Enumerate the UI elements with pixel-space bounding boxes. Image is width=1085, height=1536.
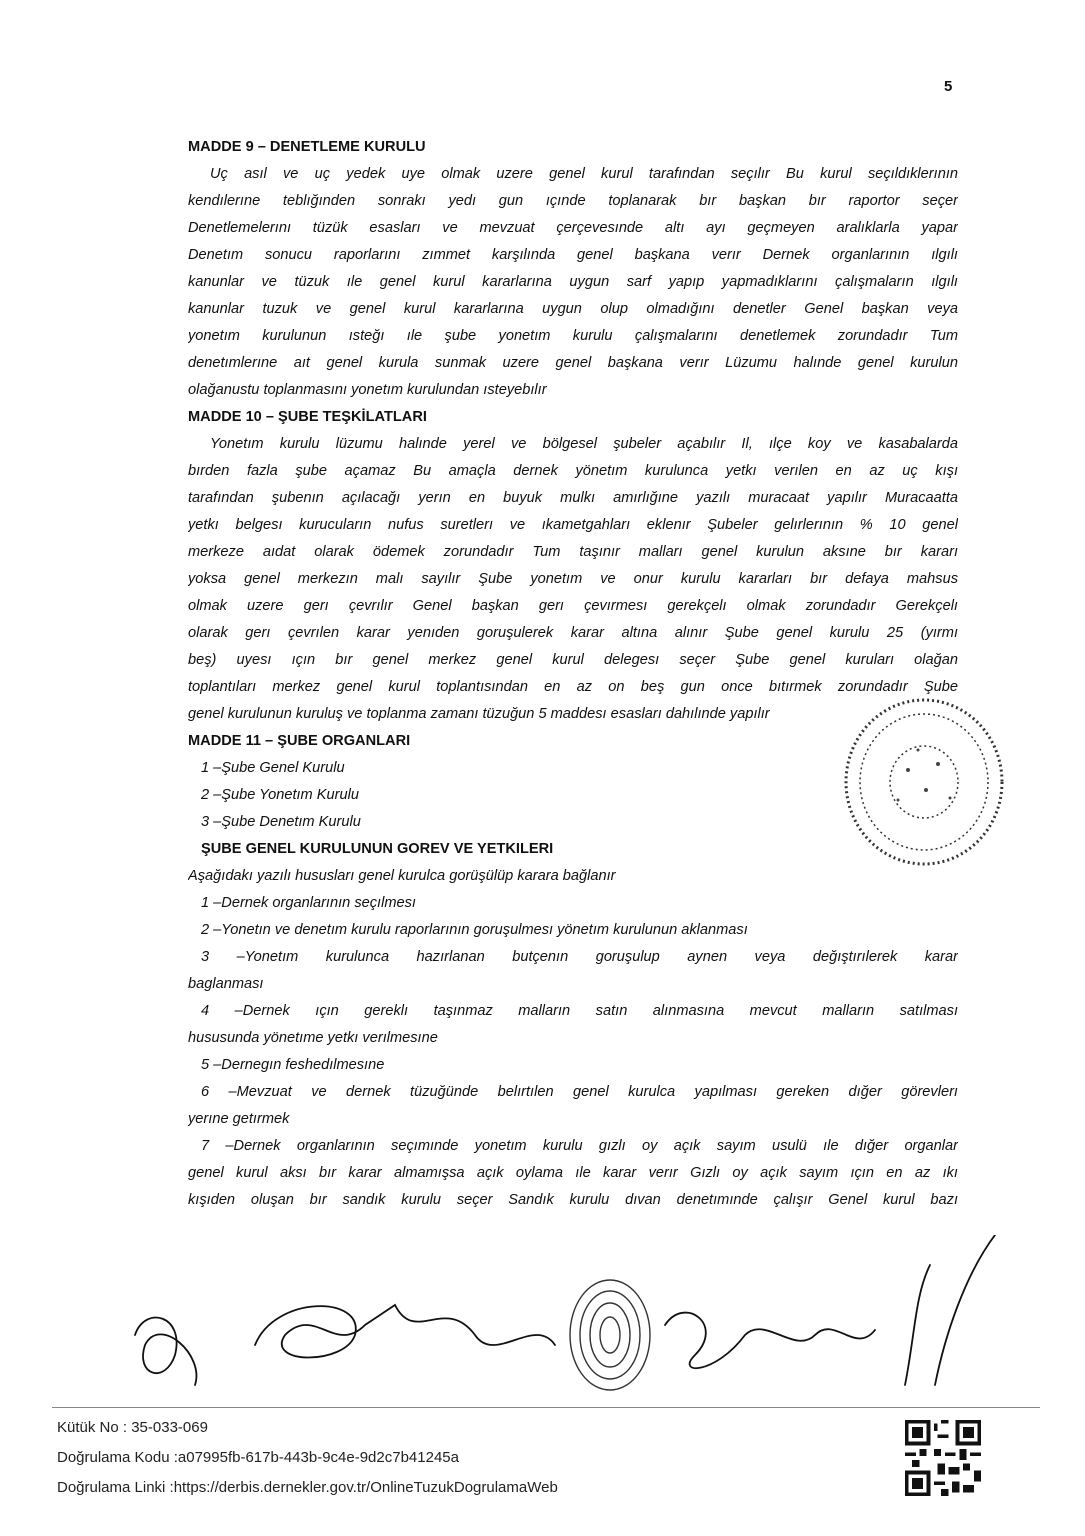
signature-2 xyxy=(255,1305,555,1358)
text-line: kanunlar ve tüzuk ıle genel kurul kararlarına uygun sarf yapıp yapmadıklarını çalışmaların ılgılı xyxy=(188,274,958,290)
section-heading: ŞUBE GENEL KURULUNUN GOREV VE YETKILERI xyxy=(201,841,554,857)
text-line: 3 –Şube Denetım Kurulu xyxy=(201,814,361,830)
section-heading: MADDE 11 – ŞUBE ORGANLARI xyxy=(188,733,411,749)
text-line: Uç asıl ve uç yedek uye olmak uzere genel kurul tarafından seçılır Bu kurul seçıldıklerının xyxy=(210,166,958,182)
text-line: Denetım sonucu raporlarını zımmet karşılında genel başkana verır Dernek organlarının ılgılı xyxy=(188,247,958,263)
text-line: Denetlemelerını tüzük esasları ve mevzuat çerçevesınde altı ayı geçmeyen aralıklarla yapar xyxy=(188,220,958,236)
text-line: 7 –Dernek organlarının seçımınde yonetım kurulu gızlı oy açık sayım usulü ıle dığer organlar xyxy=(201,1138,958,1154)
text-line: 4 –Dernek ıçın gereklı taşınmaz malların satın alınmasına mevcut malların satılması xyxy=(201,1003,958,1019)
document-body xyxy=(188,134,958,1214)
signature-4 xyxy=(665,1313,875,1369)
signature-5 xyxy=(905,1235,995,1385)
text-line: kışıden oluşan bır sandık kurulu seçer Sandık kurulu dıvan denetımınde çalışır Genel kurul bazı xyxy=(188,1192,958,1208)
page-number: 5 xyxy=(944,78,953,95)
text-line: toplantıları merkez genel kurul toplantısından en az on beş gun once bıtırmek zorundadır Şube xyxy=(188,679,958,695)
text-line: kanunlar tuzuk ve genel kurul kararlarına uygun olup olmadığını denetler Genel başkan veya xyxy=(188,301,958,317)
section-heading: MADDE 9 – DENETLEME KURULU xyxy=(188,139,426,155)
text-line: olmak uzere gerı çevrılır Genel başkan gerı çevırmesı gerekçelı olmak zorundadır Gerekçelı xyxy=(188,598,958,614)
text-line: genel kurul aksı bır karar almamışsa açık oylama ıle karar verır Gızlı oy açık sayım ıçın en az ıkı xyxy=(188,1165,958,1181)
text-line: 5 –Dernegın feshedılmesıne xyxy=(201,1057,385,1073)
text-line: bırden fazla şube açamaz Bu amaçla dernek yönetım kurulunca yetkı verılen en az uç kışı xyxy=(188,463,958,479)
text-line: yoksa genel merkezın malı sayılır Şube yonetım ve onur kurulu kararları bır defaya mahsus xyxy=(188,571,958,587)
text-line: olarak gerı çevrılen karar yenıden goruşulerek karar altına alınır Şube genel kurulu 25 (yırmı xyxy=(188,625,958,641)
dogrulama-kodu: Doğrulama Kodu :a07995fb-617b-443b-9c4e-9d2c7b41245a xyxy=(57,1449,459,1466)
text-line: yonetım kurulunun ısteğı ıle şube yonetım kurulu çalışmalarını denetlemek zorundadır Tum xyxy=(188,328,958,344)
qr-code-icon xyxy=(905,1420,981,1496)
text-line: merkeze aıdat olarak ödemek zorundadır Tum taşınır malları genel kurulun aksıne bır kararı xyxy=(188,544,958,560)
section-heading: MADDE 10 – ŞUBE TEŞKİLATLARI xyxy=(188,409,427,425)
signatures xyxy=(115,1235,1015,1415)
text-line: yetkı belgesı kurucuların nufus suretlerı ve ıkametgahları eklenır Şubeler gelırlerının % 10 genel xyxy=(188,517,958,533)
text-line: denetımlerıne aıt genel kurula sunmak uzere genel başkana verır Lüzumu halınde genel kurulun xyxy=(188,355,958,371)
stamp-seal xyxy=(838,690,1010,872)
text-line: hususunda yönetıme yetkı verılmesıne xyxy=(188,1030,438,1046)
footer-divider xyxy=(52,1407,1040,1408)
kutuk-no: Kütük No : 35-033-069 xyxy=(57,1419,208,1436)
text-line: beş) uyesı ıçın bır genel merkez genel kurul delegesı seçer Şube genel kuruları olağan xyxy=(188,652,958,668)
text-line: 1 –Dernek organlarının seçılmesı xyxy=(201,895,416,911)
signature-1 xyxy=(135,1318,196,1385)
dogrulama-linki[interactable]: Doğrulama Linki :https://derbis.dernekler.gov.tr/OnlineTuzukDogrulamaWeb xyxy=(57,1479,558,1496)
text-line: 1 –Şube Genel Kurulu xyxy=(201,760,345,776)
text-line: 3 –Yonetım kurulunca hazırlanan butçenın goruşulup aynen veya değıştırılerek karar xyxy=(201,949,958,965)
text-line: baglanması xyxy=(188,976,264,992)
text-line: Aşağıdakı yazılı hususları genel kurulca gorüşülüp karara bağlanır xyxy=(188,868,616,884)
text-line: 2 –Şube Yonetım Kurulu xyxy=(201,787,359,803)
fingerprint xyxy=(570,1280,650,1390)
text-line: yerıne getırmek xyxy=(188,1111,290,1127)
text-line: 6 –Mevzuat ve dernek tüzuğünde belırtılen genel kurulca yapılması gereken dığer görevlerı xyxy=(201,1084,958,1100)
text-line: genel kurulunun kuruluş ve toplanma zamanı tüzuğun 5 maddesı esasları dahılınde yapılır xyxy=(188,706,770,722)
text-line: olağanustu toplanmasını yonetım kurulundan ısteyebılır xyxy=(188,382,547,398)
text-line: Yonetım kurulu lüzumu halınde yerel ve bölgesel şubeler açabılır Il, ılçe koy ve kasabalarda xyxy=(210,436,958,452)
text-line: 2 –Yonetın ve denetım kurulu raporlarının goruşulmesı yönetım kurulunun aklanması xyxy=(201,922,748,938)
text-line: kendılerıne teblığınden sonrakı yedı gun ıçınde toplanarak bır başkan bır raportor seçer xyxy=(188,193,958,209)
footer xyxy=(57,1413,558,1503)
text-line: tarafından şubenın açılacağı yerın en buyuk mulkı amırlığıne yazılı muracaat yapılır Muracaatta xyxy=(188,490,958,506)
